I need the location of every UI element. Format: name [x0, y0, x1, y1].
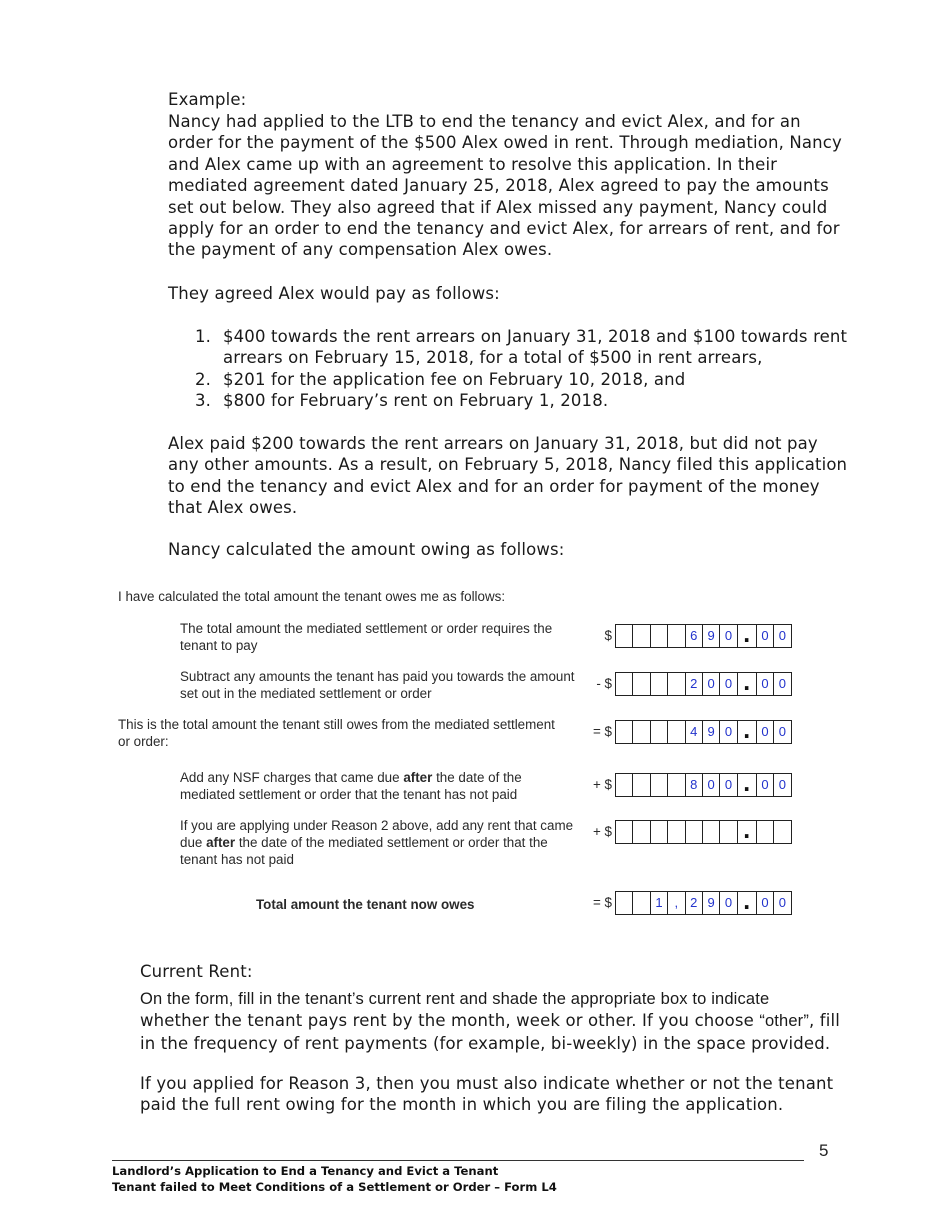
decimal-point: .	[737, 773, 757, 797]
list-text: $201 for the application fee on February 10, 2018, and	[223, 369, 686, 389]
cents-box[interactable]	[773, 820, 791, 844]
decimal-point: .	[737, 820, 757, 844]
digit-box[interactable]	[650, 672, 668, 696]
digit-box[interactable]	[650, 773, 668, 797]
decimal-point: .	[737, 624, 757, 648]
cents-box[interactable]: 0	[773, 720, 791, 744]
list-number: 3.	[195, 391, 212, 411]
digit-box[interactable]	[650, 624, 668, 648]
digit-box[interactable]	[719, 820, 737, 844]
cents-box[interactable]: 0	[756, 624, 774, 648]
digit-box[interactable]: 0	[719, 624, 737, 648]
amount-symbol: + $	[593, 777, 612, 792]
digit-box[interactable]	[632, 672, 650, 696]
amount-symbol: $	[604, 628, 612, 643]
list-item	[168, 326, 848, 369]
footer	[112, 1163, 557, 1195]
cents-box[interactable]: 0	[773, 672, 791, 696]
amount-field[interactable]	[615, 624, 799, 648]
digit-box[interactable]: 2	[685, 891, 703, 915]
list-text: $800 for February’s rent on February 1, 2018.	[223, 391, 609, 411]
digit-box[interactable]: 0	[702, 773, 720, 797]
digit-box[interactable]	[632, 773, 650, 797]
digit-box[interactable]	[615, 891, 633, 915]
digit-box[interactable]	[667, 720, 685, 744]
cents-box[interactable]: 0	[756, 720, 774, 744]
example-paragraph-2: They agreed Alex would pay as follows:	[168, 284, 500, 303]
digit-box[interactable]	[650, 720, 668, 744]
list-number: 2.	[195, 369, 212, 389]
digit-box[interactable]	[650, 820, 668, 844]
amount-field[interactable]	[615, 891, 799, 915]
footer-line-1: Landlord’s Application to End a Tenancy and Evict a Tenant	[112, 1164, 499, 1178]
decimal-point: .	[737, 891, 757, 915]
digit-box[interactable]	[615, 624, 633, 648]
current-rent-paragraph-2: If you applied for Reason 3, then you must also indicate whether or not the tenant paid the full rent owing for the month in which you are filing the application.	[140, 1074, 834, 1115]
digit-box[interactable]: 4	[685, 720, 703, 744]
amount-field[interactable]	[615, 773, 799, 797]
decimal-point: .	[737, 720, 757, 744]
digit-box[interactable]	[632, 720, 650, 744]
payment-list	[168, 326, 848, 412]
cents-box[interactable]: 0	[773, 891, 791, 915]
example-paragraph-3: Alex paid $200 towards the rent arrears on January 31, 2018, but did not pay any other amounts. As a result, on February 5, 2018, Nancy filed this application to end the tenancy and evict Alex and for an order for payment of the money that Alex owes.	[168, 434, 848, 518]
list-item	[168, 390, 848, 411]
digit-box[interactable]: 9	[702, 891, 720, 915]
page-number: 5	[819, 1141, 829, 1160]
row-label-total-now-owes: Total amount the tenant now owes	[256, 897, 475, 912]
digit-box[interactable]: 8	[685, 773, 703, 797]
digit-box[interactable]: 0	[719, 891, 737, 915]
list-item	[168, 369, 848, 390]
digit-box[interactable]	[632, 891, 650, 915]
row-label-subtract-paid: Subtract any amounts the tenant has paid you towards the amount set out in the mediated settlement or order	[180, 669, 575, 701]
digit-box[interactable]: 9	[702, 624, 720, 648]
example-heading: Example:	[168, 90, 247, 109]
digit-box[interactable]	[667, 820, 685, 844]
digit-box[interactable]	[615, 820, 633, 844]
row-label-total-required: The total amount the mediated settlement or order requires the tenant to pay	[180, 621, 553, 653]
cents-box[interactable]: 0	[756, 672, 774, 696]
digit-box[interactable]	[615, 773, 633, 797]
amount-symbol: = $	[593, 724, 612, 739]
cents-box[interactable]: 0	[773, 624, 791, 648]
row-label-reason2-rent: If you are applying under Reason 2 above, add any rent that came due after the date of the mediated settlement or order that the tenant has not paid	[180, 818, 574, 867]
digit-box[interactable]: 1	[650, 891, 668, 915]
digit-box[interactable]: 0	[719, 773, 737, 797]
digit-box[interactable]: 2	[685, 672, 703, 696]
digit-box[interactable]	[685, 820, 703, 844]
digit-box[interactable]	[615, 672, 633, 696]
digit-box[interactable]	[667, 773, 685, 797]
footer-divider	[112, 1160, 804, 1161]
example-paragraph-1: Nancy had applied to the LTB to end the tenancy and evict Alex, and for an order for the payment of the $500 Alex owed in rent. Through mediation, Nancy and Alex came up with an agreement to resolve this application. In their mediated agreement dated January 25, 2018, Alex agreed to pay the amounts set out below. They also agreed that if Alex missed any payment, Nancy could apply for an order to end the tenancy and evict Alex, for arrears of rent, and for the payment of any compensation Alex owes.	[168, 112, 842, 260]
example-paragraph-4: Nancy calculated the amount owing as follows:	[168, 540, 565, 559]
digit-box[interactable]	[632, 624, 650, 648]
form-intro: I have calculated the total amount the tenant owes me as follows:	[118, 589, 506, 604]
digit-box[interactable]: 9	[702, 720, 720, 744]
amount-field[interactable]	[615, 820, 799, 844]
digit-box[interactable]: 0	[719, 672, 737, 696]
digit-box[interactable]: 6	[685, 624, 703, 648]
cents-box[interactable]: 0	[773, 773, 791, 797]
footer-line-2: Tenant failed to Meet Conditions of a Settlement or Order – Form L4	[112, 1180, 557, 1194]
amount-symbol: + $	[593, 824, 612, 839]
digit-box[interactable]	[667, 624, 685, 648]
row-label-still-owes: This is the total amount the tenant still owes from the mediated settlement or order:	[118, 717, 555, 749]
digit-box[interactable]: 0	[719, 720, 737, 744]
list-number: 1.	[195, 327, 212, 346]
digit-box[interactable]	[615, 720, 633, 744]
cents-box[interactable]	[756, 820, 774, 844]
amount-field[interactable]	[615, 672, 799, 696]
amount-symbol: - $	[596, 676, 612, 691]
digit-box[interactable]	[667, 672, 685, 696]
current-rent-paragraph-1: On the form, fill in the tenant’s current rent and shade the appropriate box to indicate whether the tenant pays rent by the month, week or other. If you choose “other”, fill in the frequency of rent payments (for example, bi-weekly) in the space provided.	[140, 990, 840, 1053]
row-label-nsf-charges: Add any NSF charges that came due after the date of the mediated settlement or order that the tenant has not paid	[180, 770, 522, 802]
amount-field[interactable]	[615, 720, 799, 744]
cents-box[interactable]: 0	[756, 773, 774, 797]
list-text: $400 towards the rent arrears on January 31, 2018 and $100 towards rent arrears on February 15, 2018, for a total of $500 in rent arrears,	[223, 327, 848, 368]
digit-box[interactable]: 0	[702, 672, 720, 696]
decimal-point: .	[737, 672, 757, 696]
digit-box[interactable]	[702, 820, 720, 844]
digit-box[interactable]: ,	[667, 891, 685, 915]
amount-symbol: = $	[593, 895, 612, 910]
cents-box[interactable]: 0	[756, 891, 774, 915]
digit-box[interactable]	[632, 820, 650, 844]
current-rent-heading: Current Rent:	[140, 961, 253, 981]
